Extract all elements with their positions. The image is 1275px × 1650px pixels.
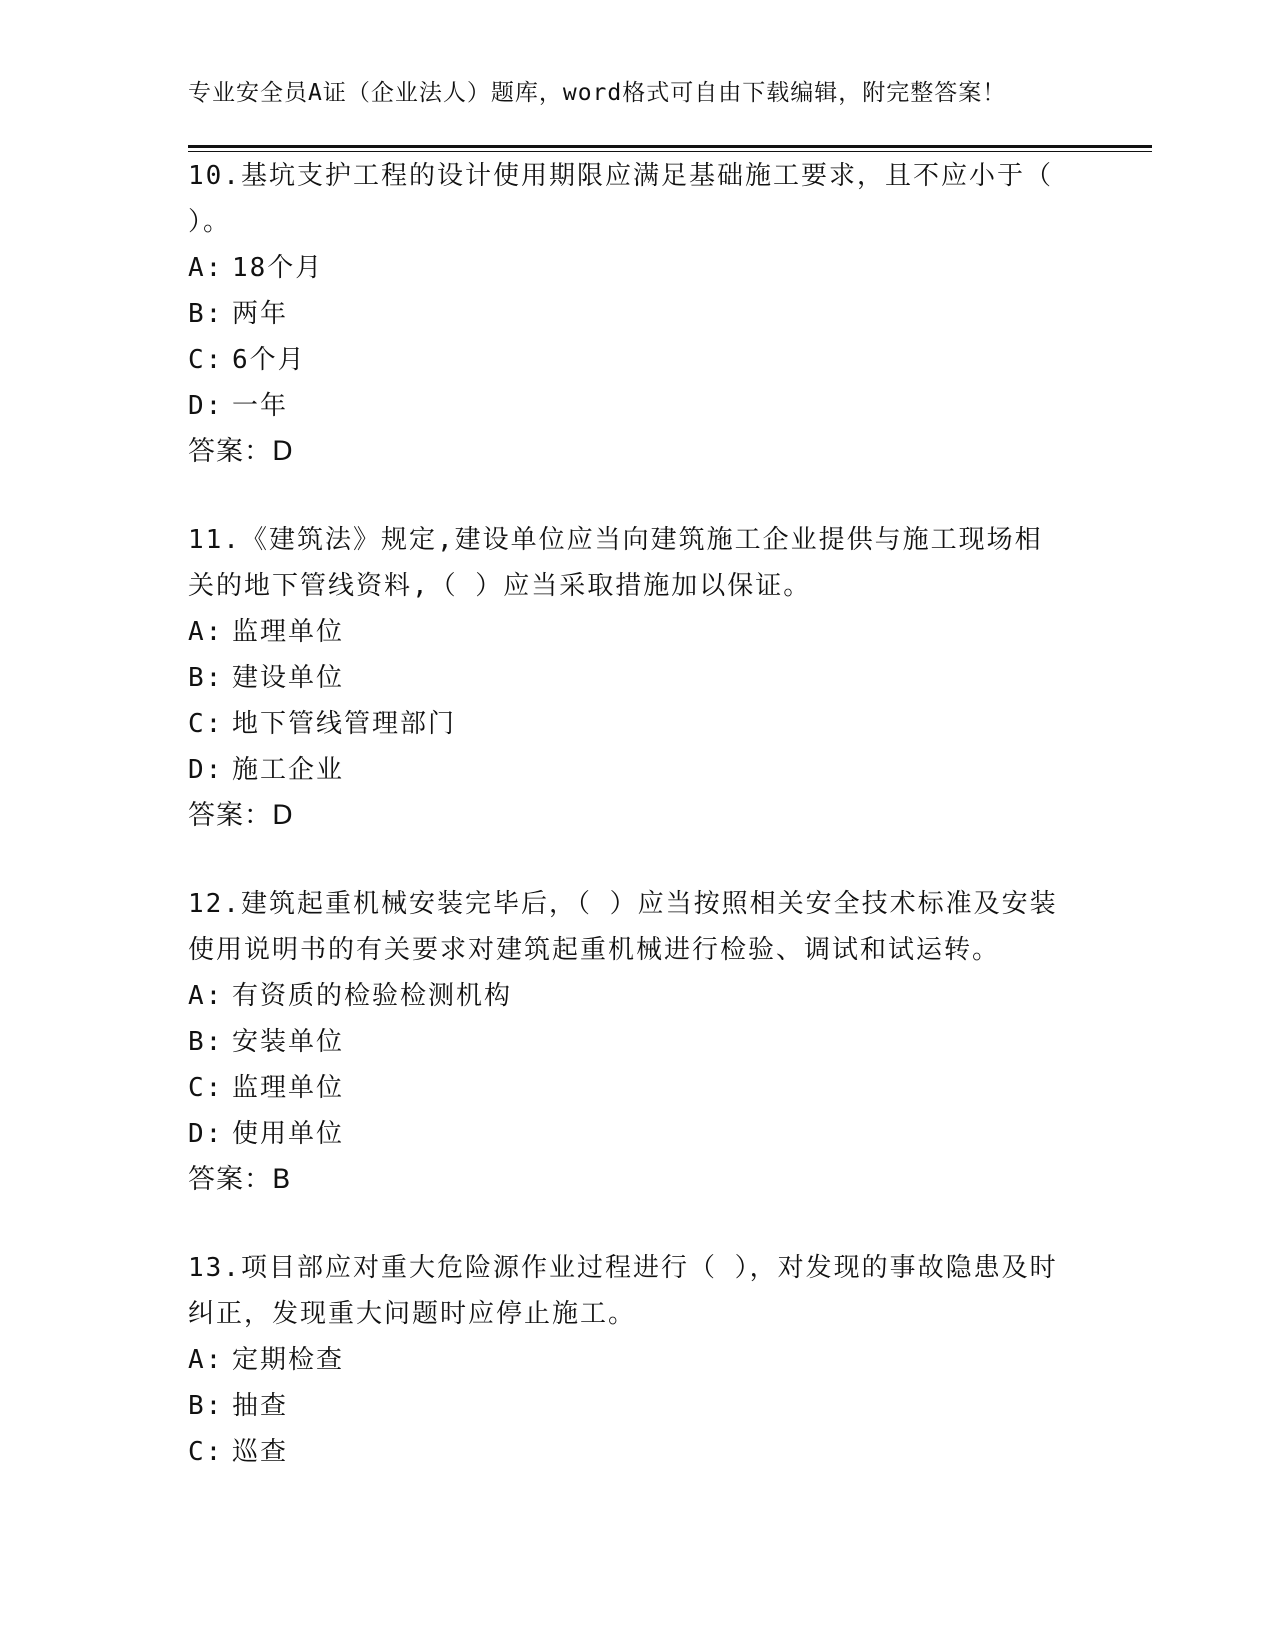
option-a — [188, 245, 1068, 291]
option-c — [188, 701, 1068, 747]
question-13 — [188, 1245, 1068, 1475]
option-text: 使用单位 — [232, 1119, 345, 1149]
option-text: 安装单位 — [232, 1027, 345, 1057]
option-letter: D: — [188, 391, 224, 421]
question-stem: 12.建筑起重机械安装完毕后，（ ）应当按照相关安全技术标准及安装使用说明书的有关要求对建筑起重机械进行检验、调试和试运转。 — [188, 889, 1058, 965]
option-letter: A: — [188, 1345, 224, 1375]
option-d — [188, 1111, 1068, 1157]
option-b — [188, 655, 1068, 701]
answer-line: 答案：B — [188, 1164, 292, 1195]
option-c — [188, 1429, 1068, 1475]
option-letter: C: — [188, 345, 224, 375]
question-list — [188, 153, 1068, 1475]
option-text: 施工企业 — [232, 755, 345, 785]
question-stem: 13.项目部应对重大危险源作业过程进行（ ），对发现的事故隐患及时纠正，发现重大问题时应停止施工。 — [188, 1253, 1058, 1329]
option-b — [188, 291, 1068, 337]
option-text: 建设单位 — [232, 663, 345, 693]
option-letter: B: — [188, 299, 224, 329]
page-header: 专业安全员A证（企业法人）题库，word格式可自由下载编辑，附完整答案！ — [188, 80, 1007, 106]
option-d — [188, 383, 1068, 429]
option-text: 地下管线管理部门 — [232, 709, 457, 739]
answer-line: 答案：D — [188, 800, 294, 831]
option-text: 抽查 — [232, 1391, 289, 1421]
option-d — [188, 747, 1068, 793]
option-a — [188, 973, 1068, 1019]
option-text: 6个月 — [232, 345, 306, 375]
question-stem: 10.基坑支护工程的设计使用期限应满足基础施工要求，且不应小于（ ）。 — [188, 161, 1053, 237]
option-b — [188, 1383, 1068, 1429]
option-letter: B: — [188, 1391, 224, 1421]
question-10 — [188, 153, 1068, 475]
option-letter: B: — [188, 1027, 224, 1057]
option-c — [188, 1065, 1068, 1111]
option-b — [188, 1019, 1068, 1065]
header-rule-thick — [188, 145, 1152, 148]
option-text: 一年 — [232, 391, 289, 421]
option-letter: C: — [188, 709, 224, 739]
option-a — [188, 1337, 1068, 1383]
answer-line: 答案：D — [188, 436, 294, 467]
option-letter: C: — [188, 1437, 224, 1467]
option-letter: A: — [188, 981, 224, 1011]
header-rule-thin — [188, 151, 1152, 152]
option-letter: A: — [188, 253, 224, 283]
question-12 — [188, 881, 1068, 1203]
option-text: 监理单位 — [232, 617, 345, 647]
option-text: 18个月 — [232, 253, 324, 283]
option-letter: A: — [188, 617, 224, 647]
option-text: 两年 — [232, 299, 289, 329]
option-text: 监理单位 — [232, 1073, 345, 1103]
option-letter: B: — [188, 663, 224, 693]
question-11 — [188, 517, 1068, 839]
option-letter: D: — [188, 1119, 224, 1149]
option-text: 定期检查 — [232, 1345, 345, 1375]
option-a — [188, 609, 1068, 655]
option-text: 有资质的检验检测机构 — [232, 981, 513, 1011]
option-letter: D: — [188, 755, 224, 785]
question-stem: 11.《建筑法》规定,建设单位应当向建筑施工企业提供与施工现场相关的地下管线资料,（ ）应当采取措施加以保证。 — [188, 525, 1043, 601]
option-text: 巡查 — [232, 1437, 289, 1467]
option-letter: C: — [188, 1073, 224, 1103]
option-c — [188, 337, 1068, 383]
